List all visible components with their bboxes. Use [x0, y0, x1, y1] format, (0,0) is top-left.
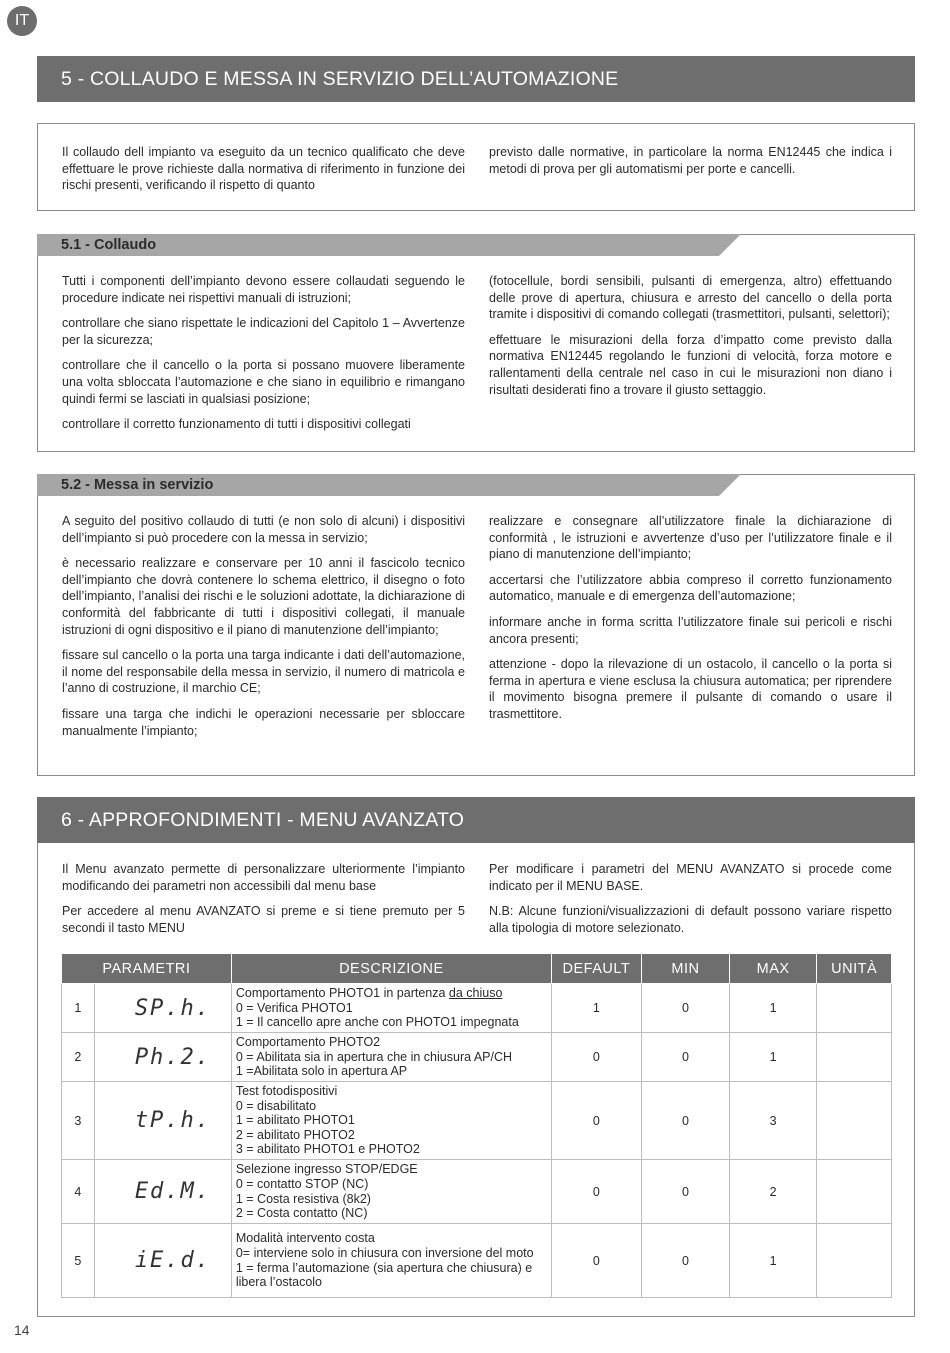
paragraph: realizzare e consegnare all’utilizzatore finale la dichiarazione di conformità , le istruzioni e avvertenze d’uso per l’utilizzatore finale e il piano di manutenzione dell’impianto; [489, 514, 892, 562]
param-max: 3 [729, 1082, 816, 1160]
paragraph: controllare che il cancello o la porta si possano muovere liberamente una volta sbloccata l’automazione e che siano in equilibrio e rimangano quindi fermi se lasciati in qualsiasi posizione; [62, 358, 465, 406]
desc-title: Modalità intervento costa [235, 1231, 375, 1246]
table-row [62, 1160, 892, 1224]
paragraph: accertarsi che l’utilizzatore abbia compreso il corretto funzionamento automatico, manuale e di emergenza dell’automazione; [489, 572, 892, 604]
param-description [231, 1033, 551, 1082]
section-5-intro-left [62, 144, 465, 203]
header-min: MIN [641, 954, 729, 984]
paragraph: (fotocellule, bordi sensibili, pulsanti di emergenza, altro) effettuando delle prove di apertura, chiusura e arresto del cancello o della porta tramite i dispositivi di comando collegati (trasmettitori, pulsanti, selettori); [489, 274, 892, 322]
param-min: 0 [641, 984, 729, 1033]
display-cell [94, 1224, 231, 1298]
param-number: 2 [62, 1033, 95, 1082]
lcd-display-code: SP.h. [134, 995, 212, 1021]
param-description [231, 1224, 551, 1298]
desc-title-underlined: da chiuso [448, 986, 503, 1001]
page-number: 14 [14, 1322, 30, 1338]
param-default: 0 [551, 1160, 641, 1224]
param-number: 1 [62, 984, 95, 1033]
lcd-display-code: Ed.M. [134, 1179, 212, 1204]
desc-title: Selezione ingresso STOP/EDGE [235, 1162, 418, 1177]
param-max: 1 [729, 1224, 816, 1298]
desc-title: Test fotodispositivi [235, 1084, 338, 1099]
section-5-2-header [37, 474, 741, 496]
param-number: 4 [62, 1160, 95, 1224]
paragraph: controllare il corretto funzionamento di tutti i dispositivi collegati [62, 417, 411, 432]
param-unit [817, 1224, 892, 1298]
section-6-right [489, 861, 892, 945]
header-default: DEFAULT [551, 954, 641, 984]
param-unit [817, 1033, 892, 1082]
param-min: 0 [641, 1224, 729, 1298]
paragraph: fissare una targa che indichi le operazioni necessarie per sbloccare manualmente l’impianto; [62, 706, 465, 738]
advanced-menu-parameters-table [61, 953, 892, 1298]
lcd-display-code: tP.h. [134, 1108, 212, 1133]
paragraph: fissare sul cancello o la porta una targa indicante i dati dell’automazione, il nome del responsabile della messa in servizio, il numero di matricola e l’anno di costruzione, il marchio CE; [62, 648, 465, 696]
lcd-display-code: iE.d. [134, 1248, 212, 1273]
paragraph: effettuare le misurazioni della forza d’impatto come previsto dalla normativa EN12445 regolando le funzioni di velocità, forza motore e rallentamenti della centrale nel caso in cui le misurazioni non diano i risultati desiderati fino a trovare il giusto settaggio. [489, 332, 892, 397]
param-default: 0 [551, 1033, 641, 1082]
table-row [62, 1082, 892, 1160]
section-5-1-left [62, 273, 465, 442]
paragraph: Per accedere al menu AVANZATO si preme e si tiene premuto per 5 secondi il tasto MENU [62, 904, 465, 935]
section-5-title: 5 - COLLAUDO E MESSA IN SERVIZIO DELL’AUTOMAZIONE [37, 56, 915, 102]
param-unit [817, 1082, 892, 1160]
paragraph: attenzione - dopo la rilevazione di un ostacolo, il cancello o la porta si ferma in apertura e viene esclusa la chiusura automatica; per riprendere il movimento bisogna premere il pulsante di comando o usare il trasmettitore. [489, 657, 892, 721]
param-unit [817, 1160, 892, 1224]
param-min: 0 [641, 1082, 729, 1160]
desc-line: 0 = Abilitata sia in apertura che in chiusura AP/CH [235, 1049, 513, 1064]
param-number: 3 [62, 1082, 95, 1160]
desc-title: Comportamento PHOTO1 in partenza [235, 986, 449, 1001]
desc-line: 0 = Verifica PHOTO1 [235, 1000, 353, 1015]
desc-line: 0= interviene solo in chiusura con inversione del moto [235, 1245, 534, 1260]
display-cell [94, 1160, 231, 1224]
paragraph: Il collaudo dell impianto va eseguito da un tecnico qualificato che deve effettuare le prove richieste dalla normativa di riferimento in funzione dei rischi presenti, verificando il rispetto di quanto [62, 145, 465, 193]
param-max: 1 [729, 984, 816, 1033]
param-description [231, 1160, 551, 1224]
section-5-intro-box [37, 123, 915, 211]
header-parametri: PARAMETRI [62, 954, 232, 984]
paragraph: previsto dalle normative, in particolare la norma EN12445 che indica i metodi di prova per gli automatismi per porte e cancelli. [489, 145, 892, 176]
desc-line: 0 = contatto STOP (NC) [235, 1176, 369, 1191]
paragraph: A seguito del positivo collaudo di tutti (e non solo di alcuni) i dispositivi dell’impianto si può procedere con la messa in servizio; [62, 514, 465, 545]
section-5-2-right [489, 513, 892, 732]
param-description [231, 984, 551, 1033]
param-max: 2 [729, 1160, 816, 1224]
param-min: 0 [641, 1033, 729, 1082]
table-row [62, 984, 892, 1033]
desc-line: 2 = abilitato PHOTO2 [235, 1127, 355, 1142]
section-5-1-box [37, 234, 915, 452]
section-6-title: 6 - APPROFONDIMENTI - MENU AVANZATO [37, 797, 915, 843]
param-unit [817, 984, 892, 1033]
desc-line: 1 = Costa resistiva (8k2) [235, 1191, 371, 1206]
table-row [62, 1224, 892, 1298]
desc-line: 1 = ferma l’automazione (sia apertura che chiusura) e libera l’ostacolo [235, 1260, 533, 1290]
section-5-1-title: 5.1 - Collaudo [61, 237, 157, 253]
param-description [231, 1082, 551, 1160]
paragraph: controllare che siano rispettate le indicazioni del Capitolo 1 – Avvertenze per la sicurezza; [62, 316, 465, 347]
header-max: MAX [729, 954, 816, 984]
display-cell [94, 1082, 231, 1160]
param-min: 0 [641, 1160, 729, 1224]
paragraph: Il Menu avanzato permette di personalizzare ulteriormente l’impianto modificando dei parametri non accessibili dal menu base [62, 862, 465, 893]
section-5-1-header [37, 234, 741, 256]
desc-line: 1 = abilitato PHOTO1 [235, 1113, 355, 1128]
header-unita: UNITÀ [817, 954, 892, 984]
desc-line: 0 = disabilitato [235, 1098, 317, 1113]
display-cell [94, 984, 231, 1033]
section-5-intro-right [489, 144, 892, 186]
desc-line: 2 = Costa contatto (NC) [235, 1206, 368, 1221]
desc-title: Comportamento PHOTO2 [235, 1035, 381, 1050]
desc-line: 1 = Il cancello apre anche con PHOTO1 impegnata [235, 1015, 519, 1030]
param-number: 5 [62, 1224, 95, 1298]
language-badge: IT [7, 6, 37, 36]
paragraph: Tutti i componenti dell’impianto devono essere collaudati seguendo le procedure indicate nei rispettivi manuali di istruzioni; [62, 274, 465, 305]
table-row [62, 1033, 892, 1082]
param-max: 1 [729, 1033, 816, 1082]
section-6-left [62, 861, 465, 945]
paragraph: informare anche in forma scritta l’utilizzatore finale sui pericoli e rischi ancora presenti; [489, 614, 892, 646]
paragraph: è necessario realizzare e conservare per 10 anni il fascicolo tecnico dell’impianto che dovrà contenere lo schema elettrico, il disegno o foto dell’impianto, l’analisi dei rischi e le soluzioni adottate, la dichiarazione di conformità del fabbricante di tutti i dispositivi collegati, il manuale istruzioni di ogni dispositivo e il piano di manutenzione dell’impianto; [62, 556, 465, 637]
section-5-2-box [37, 474, 915, 776]
param-default: 1 [551, 984, 641, 1033]
header-descrizione: DESCRIZIONE [231, 954, 551, 984]
table-header-row [62, 954, 892, 984]
section-5-2-title: 5.2 - Messa in servizio [61, 477, 214, 493]
paragraph: Per modificare i parametri del MENU AVANZATO si procede come indicato per il MENU BASE. [489, 862, 892, 893]
section-5-1-right [489, 273, 892, 407]
param-default: 0 [551, 1082, 641, 1160]
desc-line: 3 = abilitato PHOTO1 e PHOTO2 [235, 1142, 420, 1157]
param-default: 0 [551, 1224, 641, 1298]
paragraph: N.B: Alcune funzioni/visualizzazioni di default possono variare rispetto alla tipologia di motore selezionato. [489, 904, 892, 935]
section-5-2-left [62, 513, 465, 748]
desc-line: 1 =Abilitata solo in apertura AP [235, 1064, 408, 1079]
lcd-display-code: Ph.2. [134, 1044, 212, 1070]
display-cell [94, 1033, 231, 1082]
